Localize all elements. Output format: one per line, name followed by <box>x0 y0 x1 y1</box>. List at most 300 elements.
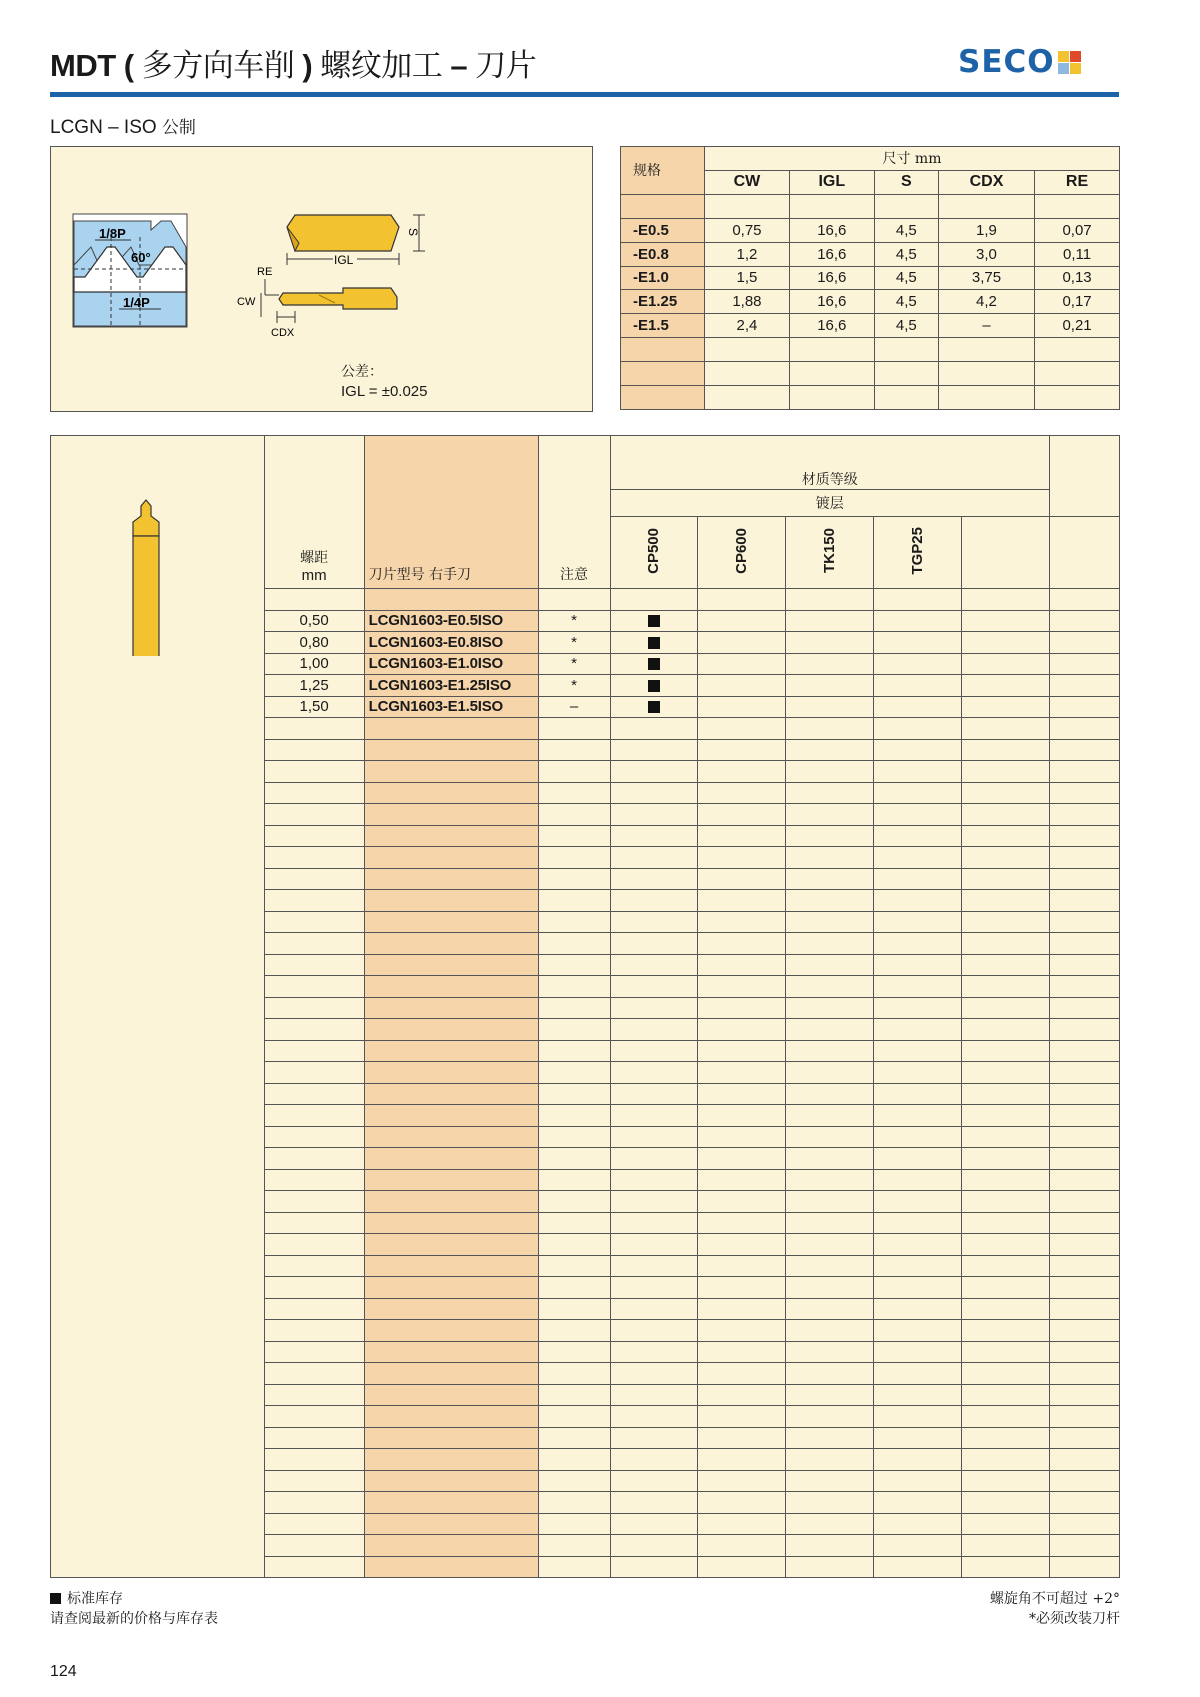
blank-cell <box>962 997 1050 1019</box>
pitch-cell <box>264 589 364 611</box>
blank-cell <box>1050 718 1120 740</box>
note-cell <box>538 1212 610 1234</box>
blank-cell <box>1050 1234 1120 1256</box>
logo-text: SECO <box>958 44 1055 80</box>
tk150-cell <box>786 782 874 804</box>
cp500-cell <box>610 589 698 611</box>
blank-cell <box>962 1363 1050 1385</box>
value-cell: 3,0 <box>938 242 1034 266</box>
blank-cell <box>962 954 1050 976</box>
blank-cell <box>962 933 1050 955</box>
insert-code-cell <box>364 1255 538 1277</box>
blank-cell <box>1050 1126 1120 1148</box>
blank-cell <box>962 804 1050 826</box>
blank-cell <box>1050 653 1120 675</box>
blank-cell <box>962 1083 1050 1105</box>
note-cell <box>538 1320 610 1342</box>
tgp25-cell <box>874 1384 962 1406</box>
pitch-cell <box>264 1255 364 1277</box>
tgp25-cell <box>874 675 962 697</box>
pitch-cell <box>264 1427 364 1449</box>
cp500-cell <box>610 1191 698 1213</box>
blank-cell <box>1050 1298 1120 1320</box>
pitch-cell <box>264 804 364 826</box>
table-row <box>621 314 1120 338</box>
value-cell: 3,75 <box>938 266 1034 290</box>
tgp25-cell <box>874 610 962 632</box>
blank-cell <box>962 1255 1050 1277</box>
blank-cell <box>1050 804 1120 826</box>
stock-square-icon <box>648 615 660 627</box>
insert-top-view <box>287 215 425 267</box>
insert-code-cell <box>364 1535 538 1557</box>
cp500-cell <box>610 890 698 912</box>
tk150-cell <box>786 1255 874 1277</box>
angle-label: 60° <box>131 250 151 265</box>
pitch-cell <box>264 1341 364 1363</box>
blank-cell <box>1050 1105 1120 1127</box>
tgp25-cell <box>874 589 962 611</box>
cp600-cell <box>698 1298 786 1320</box>
note-cell <box>538 1513 610 1535</box>
table-row <box>621 218 1120 242</box>
pitch-cell <box>264 911 364 933</box>
tk150-cell <box>786 761 874 783</box>
blank-cell <box>962 976 1050 998</box>
tgp25-cell <box>874 739 962 761</box>
value-cell: 0,07 <box>1035 218 1120 242</box>
insert-code-cell <box>364 1062 538 1084</box>
tk150-cell <box>786 1277 874 1299</box>
blank-cell <box>962 1535 1050 1557</box>
note-cell <box>538 1148 610 1170</box>
cp500-cell <box>610 632 698 654</box>
tgp25-cell <box>874 976 962 998</box>
value-cell: 2,4 <box>705 314 790 338</box>
cp500-cell <box>610 1492 698 1514</box>
insert-code-cell: LCGN1603-E1.5ISO <box>364 696 538 718</box>
tk150-cell <box>786 1062 874 1084</box>
note-cell <box>538 1341 610 1363</box>
note-cell <box>538 782 610 804</box>
cp600-cell <box>698 1169 786 1191</box>
pitch-cell <box>264 1470 364 1492</box>
dimensions-group-header: 尺寸 mm <box>705 147 1120 171</box>
spec-cell: -E0.5 <box>621 218 705 242</box>
cp500-cell <box>610 653 698 675</box>
tk150-cell <box>786 1556 874 1578</box>
insert-code-cell: LCGN1603-E0.8ISO <box>364 632 538 654</box>
blank-cell <box>1050 868 1120 890</box>
blank-cell <box>1050 632 1120 654</box>
cp600-cell <box>698 1341 786 1363</box>
tgp25-cell <box>874 847 962 869</box>
tk150-cell <box>786 589 874 611</box>
cp600-cell <box>698 1277 786 1299</box>
blank-cell <box>962 696 1050 718</box>
tk150-cell <box>786 1406 874 1428</box>
cp600-cell <box>698 954 786 976</box>
material-grade-header: 材质等级 <box>610 436 1050 490</box>
value-cell: 1,9 <box>938 218 1034 242</box>
grade-blank-header <box>1050 517 1120 589</box>
price-note: 请查阅最新的价格与库存表 <box>50 1611 218 1627</box>
note-cell <box>538 1556 610 1578</box>
pitch-cell <box>264 718 364 740</box>
note-cell <box>538 1427 610 1449</box>
blank-cell <box>962 868 1050 890</box>
pitch-cell <box>264 1191 364 1213</box>
value-cell: – <box>938 314 1034 338</box>
tgp25-cell <box>874 1212 962 1234</box>
note-cell <box>538 847 610 869</box>
cp500-cell <box>610 1513 698 1535</box>
cp500-cell <box>610 1169 698 1191</box>
cp500-cell <box>610 782 698 804</box>
insert-code-cell <box>364 997 538 1019</box>
grade-tk150-header: TK150 <box>786 517 874 589</box>
pitch-eighth-label: 1/8P <box>99 226 126 241</box>
blank-cell <box>962 1040 1050 1062</box>
blank-cell <box>1050 1019 1120 1041</box>
col-s-header: S <box>874 170 938 194</box>
table-row <box>621 290 1120 314</box>
tk150-cell <box>786 653 874 675</box>
cp500-cell <box>610 1384 698 1406</box>
cp600-cell <box>698 761 786 783</box>
cp600-cell <box>698 976 786 998</box>
page-number: 124 <box>50 1663 77 1680</box>
insert-code-cell <box>364 1341 538 1363</box>
tgp25-cell <box>874 1255 962 1277</box>
tgp25-cell <box>874 1105 962 1127</box>
tgp25-cell <box>874 1148 962 1170</box>
tk150-cell <box>786 1320 874 1342</box>
tk150-cell <box>786 1040 874 1062</box>
value-cell: 0,75 <box>705 218 790 242</box>
blank-cell <box>1050 1255 1120 1277</box>
tk150-cell <box>786 1341 874 1363</box>
insert-code-cell <box>364 1427 538 1449</box>
value-cell: 16,6 <box>789 242 874 266</box>
blank-cell <box>1050 1406 1120 1428</box>
cp600-cell <box>698 1427 786 1449</box>
holder-note: *必须改装刀杆 <box>1029 1611 1120 1627</box>
cp600-cell <box>698 739 786 761</box>
grade-tgp25-header: TGP25 <box>874 517 962 589</box>
note-cell <box>538 1535 610 1557</box>
insert-code-cell <box>364 933 538 955</box>
grade-cp600-header: CP600 <box>698 517 786 589</box>
value-cell: 4,2 <box>938 290 1034 314</box>
value-cell: 0,11 <box>1035 242 1120 266</box>
cp500-cell <box>610 1255 698 1277</box>
cp600-cell <box>698 696 786 718</box>
stock-legend: 标准库存 <box>67 1591 123 1607</box>
value-cell: 4,5 <box>874 290 938 314</box>
cp600-cell <box>698 1148 786 1170</box>
pitch-cell <box>264 1062 364 1084</box>
tk150-cell <box>786 847 874 869</box>
insert-code-cell <box>364 739 538 761</box>
insert-code-cell <box>364 804 538 826</box>
insert-code-cell <box>364 1492 538 1514</box>
cp500-cell <box>610 1234 698 1256</box>
cp500-cell <box>610 610 698 632</box>
helix-note: 螺旋角不可超过 +2° <box>989 1591 1120 1607</box>
tgp25-cell <box>874 1083 962 1105</box>
note-cell: * <box>538 610 610 632</box>
tk150-cell <box>786 1427 874 1449</box>
footer-left <box>50 1589 218 1629</box>
tgp25-cell <box>874 1298 962 1320</box>
tgp25-cell <box>874 653 962 675</box>
tgp25-cell <box>874 1535 962 1557</box>
logo-mark-icon <box>1058 51 1081 74</box>
cp500-cell <box>610 761 698 783</box>
blank-cell <box>1050 589 1120 611</box>
insert-code-cell <box>364 589 538 611</box>
insert-code-cell <box>364 761 538 783</box>
note-cell <box>538 997 610 1019</box>
insert-picture-cell <box>51 436 265 1578</box>
blank-cell <box>1050 1169 1120 1191</box>
blank-cell <box>1050 1363 1120 1385</box>
note-cell <box>538 1169 610 1191</box>
grade-cp500-header: CP500 <box>610 517 698 589</box>
cp500-cell <box>610 696 698 718</box>
pitch-cell <box>264 997 364 1019</box>
cp500-cell <box>610 1212 698 1234</box>
tk150-cell <box>786 1492 874 1514</box>
tk150-cell <box>786 1384 874 1406</box>
tk150-cell <box>786 1363 874 1385</box>
cp600-cell <box>698 1470 786 1492</box>
cp500-cell <box>610 1083 698 1105</box>
pitch-cell <box>264 1556 364 1578</box>
insert-code-cell <box>364 1406 538 1428</box>
tgp25-cell <box>874 804 962 826</box>
pitch-cell <box>264 1535 364 1557</box>
insert-code-cell <box>364 1169 538 1191</box>
tk150-cell <box>786 1105 874 1127</box>
blank-cell <box>962 1384 1050 1406</box>
blank-cell <box>962 1427 1050 1449</box>
blank-cell <box>962 610 1050 632</box>
blank-cell <box>962 653 1050 675</box>
cp600-cell <box>698 675 786 697</box>
pitch-cell <box>264 1234 364 1256</box>
tk150-cell <box>786 675 874 697</box>
insert-code-cell <box>364 1148 538 1170</box>
value-cell: 4,5 <box>874 266 938 290</box>
blank-cell <box>1050 847 1120 869</box>
col-cdx-header: CDX <box>938 170 1034 194</box>
insert-code-cell <box>364 847 538 869</box>
dimensions-table <box>620 146 1120 410</box>
tgp25-cell <box>874 761 962 783</box>
tgp25-cell <box>874 1513 962 1535</box>
pitch-cell <box>264 1083 364 1105</box>
note-cell <box>538 1191 610 1213</box>
note-cell <box>538 890 610 912</box>
dim-cdx-label: CDX <box>271 327 295 339</box>
note-cell <box>538 1126 610 1148</box>
tgp25-cell <box>874 782 962 804</box>
insert-code-cell <box>364 1191 538 1213</box>
cp500-cell <box>610 976 698 998</box>
note-cell <box>538 1062 610 1084</box>
blank-cell <box>962 890 1050 912</box>
insert-code-cell <box>364 825 538 847</box>
tk150-cell <box>786 1019 874 1041</box>
tgp25-cell <box>874 1470 962 1492</box>
col-igl-header: IGL <box>789 170 874 194</box>
cp500-cell <box>610 1019 698 1041</box>
cp500-cell <box>610 1105 698 1127</box>
insert-pictogram <box>51 436 265 656</box>
blank-cell <box>1050 1148 1120 1170</box>
blank-cell <box>962 1148 1050 1170</box>
blank-cell <box>1050 1427 1120 1449</box>
pitch-cell <box>264 847 364 869</box>
blank-cell <box>962 911 1050 933</box>
cp500-cell <box>610 847 698 869</box>
section-subtitle: LCGN – ISO 公制 <box>50 117 196 138</box>
tk150-cell <box>786 610 874 632</box>
pitch-cell <box>264 1492 364 1514</box>
cp600-cell <box>698 1019 786 1041</box>
cp600-cell <box>698 1126 786 1148</box>
blank-cell <box>1050 933 1120 955</box>
tk150-cell <box>786 718 874 740</box>
blank-cell <box>962 1513 1050 1535</box>
note-cell <box>538 911 610 933</box>
blank-cell <box>962 675 1050 697</box>
cp500-cell <box>610 1040 698 1062</box>
tk150-cell <box>786 1449 874 1471</box>
insert-code-cell <box>364 1083 538 1105</box>
cp600-cell <box>698 997 786 1019</box>
cp600-cell <box>698 782 786 804</box>
stock-square-icon <box>648 701 660 713</box>
tgp25-cell <box>874 1234 962 1256</box>
code-header: 刀片型号 右手刀 <box>364 436 538 589</box>
cp500-cell <box>610 911 698 933</box>
cp500-cell <box>610 1470 698 1492</box>
value-cell: 16,6 <box>789 218 874 242</box>
tk150-cell <box>786 1212 874 1234</box>
spec-cell: -E1.25 <box>621 290 705 314</box>
cp500-cell <box>610 1277 698 1299</box>
blank-cell <box>1050 1083 1120 1105</box>
cp500-cell <box>610 1062 698 1084</box>
cp600-cell <box>698 1212 786 1234</box>
note-cell <box>538 933 610 955</box>
insert-code-cell <box>364 1040 538 1062</box>
blank-cell <box>962 1492 1050 1514</box>
pitch-cell <box>264 739 364 761</box>
tgp25-cell <box>874 1406 962 1428</box>
blank-cell <box>1050 782 1120 804</box>
cp600-cell <box>698 1384 786 1406</box>
cp500-cell <box>610 1126 698 1148</box>
tk150-cell <box>786 1191 874 1213</box>
title-rule <box>50 92 1119 97</box>
tgp25-cell <box>874 1277 962 1299</box>
cp600-cell <box>698 1406 786 1428</box>
cp600-cell <box>698 1535 786 1557</box>
value-cell: 0,13 <box>1035 266 1120 290</box>
value-cell: 16,6 <box>789 266 874 290</box>
blank-cell <box>1050 1062 1120 1084</box>
stock-square-icon <box>648 658 660 670</box>
blank-cell <box>962 782 1050 804</box>
cp600-cell <box>698 1040 786 1062</box>
tgp25-cell <box>874 825 962 847</box>
seco-logo <box>958 44 1081 80</box>
pitch-cell <box>264 1406 364 1428</box>
value-cell: 4,5 <box>874 314 938 338</box>
spec-header: 规格 <box>621 147 705 195</box>
note-cell <box>538 1470 610 1492</box>
insert-code-cell <box>364 1556 538 1578</box>
blank-cell <box>1050 610 1120 632</box>
insert-code-cell <box>364 1234 538 1256</box>
stock-square-icon <box>50 1593 61 1604</box>
cp600-cell <box>698 1556 786 1578</box>
insert-code-cell <box>364 1363 538 1385</box>
blank-cell <box>962 847 1050 869</box>
note-cell <box>538 1105 610 1127</box>
dim-cw-label: CW <box>237 296 256 308</box>
blank-cell <box>962 632 1050 654</box>
dim-igl-label: IGL <box>334 253 354 267</box>
pitch-cell <box>264 1019 364 1041</box>
cp600-cell <box>698 1234 786 1256</box>
blank-cell <box>1050 997 1120 1019</box>
pitch-cell <box>264 1105 364 1127</box>
tk150-cell <box>786 1126 874 1148</box>
blank-cell <box>1050 1320 1120 1342</box>
note-cell: – <box>538 696 610 718</box>
cp600-cell <box>698 804 786 826</box>
note-cell <box>538 589 610 611</box>
note-cell <box>538 976 610 998</box>
tk150-cell <box>786 1234 874 1256</box>
blank-cell <box>962 1556 1050 1578</box>
note-cell <box>538 804 610 826</box>
tgp25-cell <box>874 1126 962 1148</box>
tk150-cell <box>786 1083 874 1105</box>
value-cell: 0,17 <box>1035 290 1120 314</box>
insert-code-cell <box>364 718 538 740</box>
cp500-cell <box>610 954 698 976</box>
note-header: 注意 <box>538 436 610 589</box>
pitch-cell <box>264 761 364 783</box>
blank-cell <box>962 761 1050 783</box>
value-cell: 4,5 <box>874 218 938 242</box>
pitch-cell: 0,80 <box>264 632 364 654</box>
note-cell <box>538 739 610 761</box>
tgp25-cell <box>874 933 962 955</box>
blank-cell <box>962 1126 1050 1148</box>
tgp25-cell <box>874 1169 962 1191</box>
tgp25-cell <box>874 868 962 890</box>
cp600-cell <box>698 825 786 847</box>
tgp25-cell <box>874 890 962 912</box>
table-row <box>621 338 1120 362</box>
